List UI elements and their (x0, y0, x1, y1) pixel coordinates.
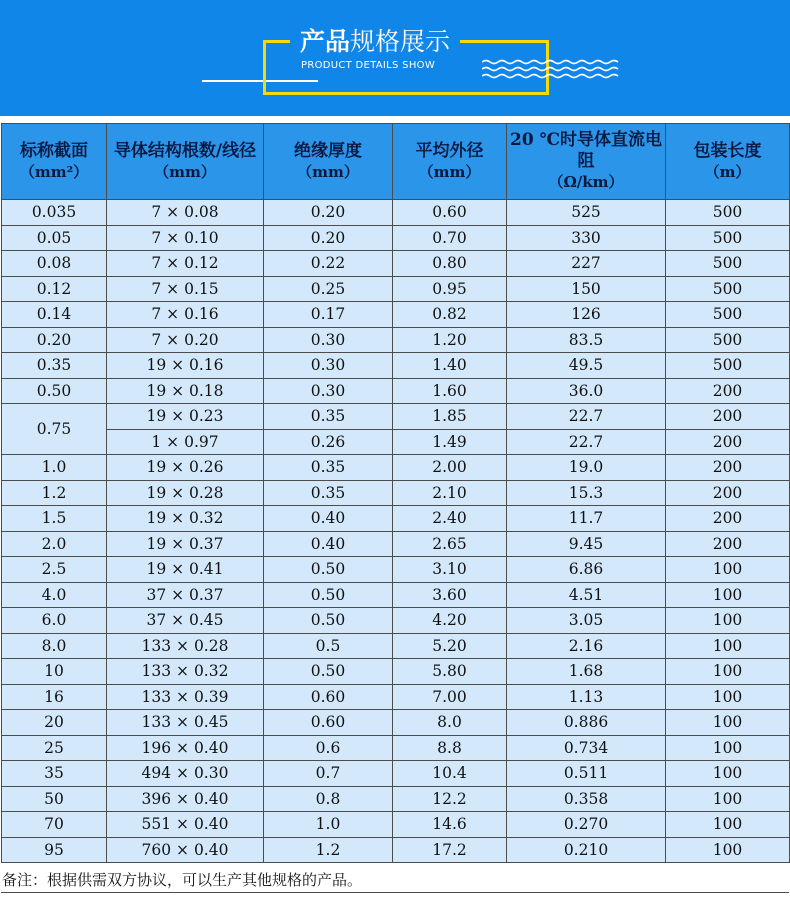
cell-structure: 19 × 0.32 (107, 506, 264, 532)
cell-insulation: 0.20 (264, 225, 393, 251)
cell-resistance: 0.886 (507, 710, 666, 736)
cell-length: 100 (666, 812, 790, 838)
cell-insulation: 0.50 (264, 608, 393, 634)
table-row (2, 812, 790, 838)
cell-length: 200 (666, 404, 790, 430)
spec-table (1, 123, 790, 863)
cell-section: 2.0 (2, 531, 107, 557)
cell-section: 0.05 (2, 225, 107, 251)
column-header (107, 124, 264, 200)
cell-diameter: 1.85 (393, 404, 507, 430)
cell-insulation: 0.30 (264, 327, 393, 353)
cell-section: 10 (2, 659, 107, 685)
cell-diameter: 17.2 (393, 837, 507, 863)
table-row (2, 404, 790, 430)
cell-section: 0.20 (2, 327, 107, 353)
cell-length: 100 (666, 786, 790, 812)
cell-insulation: 0.30 (264, 378, 393, 404)
table-row (2, 251, 790, 277)
cell-insulation: 0.40 (264, 506, 393, 532)
column-header-unit: （mm） (418, 162, 481, 181)
cell-section: 0.14 (2, 302, 107, 328)
cell-diameter: 0.60 (393, 200, 507, 226)
cell-structure: 196 × 0.40 (107, 735, 264, 761)
cell-insulation: 0.6 (264, 735, 393, 761)
column-header-label: 平均外径 (415, 140, 484, 161)
cell-diameter: 3.60 (393, 582, 507, 608)
table-row (2, 837, 790, 863)
cell-structure: 396 × 0.40 (107, 786, 264, 812)
cell-diameter: 1.60 (393, 378, 507, 404)
cell-diameter: 2.10 (393, 480, 507, 506)
table-row (2, 786, 790, 812)
cell-insulation: 0.26 (264, 429, 393, 455)
cell-diameter: 1.20 (393, 327, 507, 353)
cell-diameter: 1.40 (393, 353, 507, 379)
table-header-row (2, 124, 790, 200)
cell-length: 200 (666, 506, 790, 532)
cell-structure: 133 × 0.28 (107, 633, 264, 659)
cell-diameter: 2.00 (393, 455, 507, 481)
cell-length: 200 (666, 455, 790, 481)
column-header-unit: （mm） (154, 162, 216, 181)
cell-length: 500 (666, 302, 790, 328)
cell-length: 100 (666, 608, 790, 634)
cell-section: 0.50 (2, 378, 107, 404)
table-row (2, 200, 790, 226)
cell-structure: 494 × 0.30 (107, 761, 264, 787)
table-row (2, 506, 790, 532)
table-row (2, 327, 790, 353)
cell-length: 200 (666, 531, 790, 557)
cell-section: 8.0 (2, 633, 107, 659)
cell-structure: 133 × 0.39 (107, 684, 264, 710)
cell-insulation: 1.2 (264, 837, 393, 863)
cell-resistance: 1.13 (507, 684, 666, 710)
cell-section: 0.12 (2, 276, 107, 302)
cell-resistance: 11.7 (507, 506, 666, 532)
table-row (2, 276, 790, 302)
cell-resistance: 0.734 (507, 735, 666, 761)
cell-section: 16 (2, 684, 107, 710)
cell-length: 500 (666, 225, 790, 251)
cell-insulation: 0.60 (264, 710, 393, 736)
cell-structure: 19 × 0.37 (107, 531, 264, 557)
cell-resistance: 15.3 (507, 480, 666, 506)
table-row (2, 480, 790, 506)
cell-insulation: 0.50 (264, 557, 393, 583)
cell-resistance: 150 (507, 276, 666, 302)
cell-insulation: 0.35 (264, 480, 393, 506)
cell-structure: 7 × 0.08 (107, 200, 264, 226)
cell-section: 50 (2, 786, 107, 812)
cell-length: 100 (666, 659, 790, 685)
cell-section: 4.0 (2, 582, 107, 608)
cell-resistance: 6.86 (507, 557, 666, 583)
divider (1, 892, 789, 893)
table-row (2, 710, 790, 736)
waves-icon (482, 58, 622, 80)
cell-resistance: 126 (507, 302, 666, 328)
cell-resistance: 22.7 (507, 404, 666, 430)
cell-section: 70 (2, 812, 107, 838)
header-banner (0, 0, 790, 116)
cell-resistance: 4.51 (507, 582, 666, 608)
page-title (290, 27, 460, 57)
cell-resistance: 36.0 (507, 378, 666, 404)
cell-section: 0.35 (2, 353, 107, 379)
cell-diameter: 8.0 (393, 710, 507, 736)
cell-length: 200 (666, 480, 790, 506)
cell-insulation: 0.50 (264, 659, 393, 685)
column-header-unit: （mm²） (19, 162, 89, 181)
cell-resistance: 3.05 (507, 608, 666, 634)
table-row (2, 429, 790, 455)
cell-insulation: 0.35 (264, 404, 393, 430)
cell-section: 35 (2, 761, 107, 787)
cell-diameter: 0.80 (393, 251, 507, 277)
cell-length: 100 (666, 684, 790, 710)
cell-section: 1.2 (2, 480, 107, 506)
cell-resistance: 330 (507, 225, 666, 251)
cell-length: 100 (666, 735, 790, 761)
cell-structure: 1 × 0.97 (107, 429, 264, 455)
cell-diameter: 8.8 (393, 735, 507, 761)
column-header-unit: （Ω/km） (548, 173, 624, 191)
cell-structure: 7 × 0.16 (107, 302, 264, 328)
page-subtitle: PRODUCT DETAILS SHOW (301, 60, 436, 71)
cell-diameter: 1.49 (393, 429, 507, 455)
cell-structure: 19 × 0.26 (107, 455, 264, 481)
cell-length: 100 (666, 761, 790, 787)
cell-section: 25 (2, 735, 107, 761)
cell-diameter: 4.20 (393, 608, 507, 634)
cell-resistance: 9.45 (507, 531, 666, 557)
cell-structure: 19 × 0.16 (107, 353, 264, 379)
table-row (2, 378, 790, 404)
cell-length: 100 (666, 557, 790, 583)
cell-resistance: 0.358 (507, 786, 666, 812)
column-header (393, 124, 507, 200)
column-header-label: 包装长度 (693, 140, 762, 161)
cell-insulation: 0.22 (264, 251, 393, 277)
cell-length: 500 (666, 251, 790, 277)
cell-structure: 133 × 0.32 (107, 659, 264, 685)
cell-insulation: 0.8 (264, 786, 393, 812)
cell-diameter: 2.65 (393, 531, 507, 557)
cell-resistance: 22.7 (507, 429, 666, 455)
table-row (2, 608, 790, 634)
cell-insulation: 0.17 (264, 302, 393, 328)
cell-insulation: 0.35 (264, 455, 393, 481)
cell-length: 500 (666, 276, 790, 302)
cell-section: 0.035 (2, 200, 107, 226)
cell-section: 2.5 (2, 557, 107, 583)
table-row (2, 557, 790, 583)
cell-section: 95 (2, 837, 107, 863)
cell-resistance: 0.511 (507, 761, 666, 787)
table-row (2, 735, 790, 761)
footnote: 备注：根据供需双方协议，可以生产其他规格的产品。 (2, 871, 363, 889)
cell-length: 100 (666, 582, 790, 608)
cell-structure: 133 × 0.45 (107, 710, 264, 736)
cell-structure: 37 × 0.45 (107, 608, 264, 634)
column-header-label: 绝缘厚度 (294, 140, 362, 161)
cell-diameter: 10.4 (393, 761, 507, 787)
column-header-label: 20 ℃时导体直流电阻 (510, 130, 662, 171)
cell-section: 20 (2, 710, 107, 736)
cell-length: 100 (666, 633, 790, 659)
cell-resistance: 0.210 (507, 837, 666, 863)
cell-insulation: 0.40 (264, 531, 393, 557)
cell-diameter: 0.82 (393, 302, 507, 328)
cell-diameter: 0.95 (393, 276, 507, 302)
cell-diameter: 14.6 (393, 812, 507, 838)
cell-structure: 551 × 0.40 (107, 812, 264, 838)
cell-diameter: 7.00 (393, 684, 507, 710)
cell-length: 500 (666, 200, 790, 226)
cell-structure: 19 × 0.18 (107, 378, 264, 404)
table-row (2, 353, 790, 379)
table-row (2, 582, 790, 608)
cell-insulation: 0.60 (264, 684, 393, 710)
cell-resistance: 83.5 (507, 327, 666, 353)
table-row (2, 633, 790, 659)
table-row (2, 761, 790, 787)
table-row (2, 659, 790, 685)
column-header (666, 124, 790, 200)
cell-diameter: 12.2 (393, 786, 507, 812)
cell-structure: 7 × 0.20 (107, 327, 264, 353)
cell-length: 100 (666, 837, 790, 863)
column-header-unit: （m） (704, 162, 751, 181)
cell-length: 200 (666, 378, 790, 404)
cell-length: 200 (666, 429, 790, 455)
cell-structure: 19 × 0.41 (107, 557, 264, 583)
cell-insulation: 1.0 (264, 812, 393, 838)
cell-section: 1.5 (2, 506, 107, 532)
cell-structure: 7 × 0.10 (107, 225, 264, 251)
title-rest-part: 规格展示 (350, 27, 451, 56)
cell-length: 500 (666, 353, 790, 379)
cell-length: 100 (666, 710, 790, 736)
table-body (2, 200, 790, 863)
cell-insulation: 0.7 (264, 761, 393, 787)
cell-structure: 7 × 0.15 (107, 276, 264, 302)
cell-diameter: 5.20 (393, 633, 507, 659)
column-header-unit: （mm） (297, 162, 359, 181)
table-row (2, 531, 790, 557)
column-header-label: 标称截面 (20, 140, 88, 161)
cell-structure: 760 × 0.40 (107, 837, 264, 863)
table-row (2, 455, 790, 481)
cell-resistance: 19.0 (507, 455, 666, 481)
cell-diameter: 3.10 (393, 557, 507, 583)
cell-structure: 19 × 0.28 (107, 480, 264, 506)
cell-structure: 37 × 0.37 (107, 582, 264, 608)
title-bold-part: 产品 (300, 27, 351, 56)
table-row (2, 684, 790, 710)
cell-resistance: 49.5 (507, 353, 666, 379)
table-row (2, 225, 790, 251)
cell-insulation: 0.30 (264, 353, 393, 379)
table-row (2, 302, 790, 328)
cell-resistance: 0.270 (507, 812, 666, 838)
cell-structure: 19 × 0.23 (107, 404, 264, 430)
cell-resistance: 227 (507, 251, 666, 277)
cell-resistance: 2.16 (507, 633, 666, 659)
column-header (264, 124, 393, 200)
cell-structure: 7 × 0.12 (107, 251, 264, 277)
cell-insulation: 0.5 (264, 633, 393, 659)
cell-length: 500 (666, 327, 790, 353)
cell-diameter: 2.40 (393, 506, 507, 532)
cell-insulation: 0.20 (264, 200, 393, 226)
column-header (2, 124, 107, 200)
cell-resistance: 525 (507, 200, 666, 226)
cell-section: 0.75 (2, 404, 107, 455)
cell-diameter: 0.70 (393, 225, 507, 251)
cell-insulation: 0.25 (264, 276, 393, 302)
cell-resistance: 1.68 (507, 659, 666, 685)
cell-diameter: 5.80 (393, 659, 507, 685)
cell-section: 6.0 (2, 608, 107, 634)
column-header (507, 124, 666, 200)
cell-insulation: 0.50 (264, 582, 393, 608)
column-header-label: 导体结构根数/线径 (113, 140, 257, 161)
cell-section: 1.0 (2, 455, 107, 481)
cell-section: 0.08 (2, 251, 107, 277)
